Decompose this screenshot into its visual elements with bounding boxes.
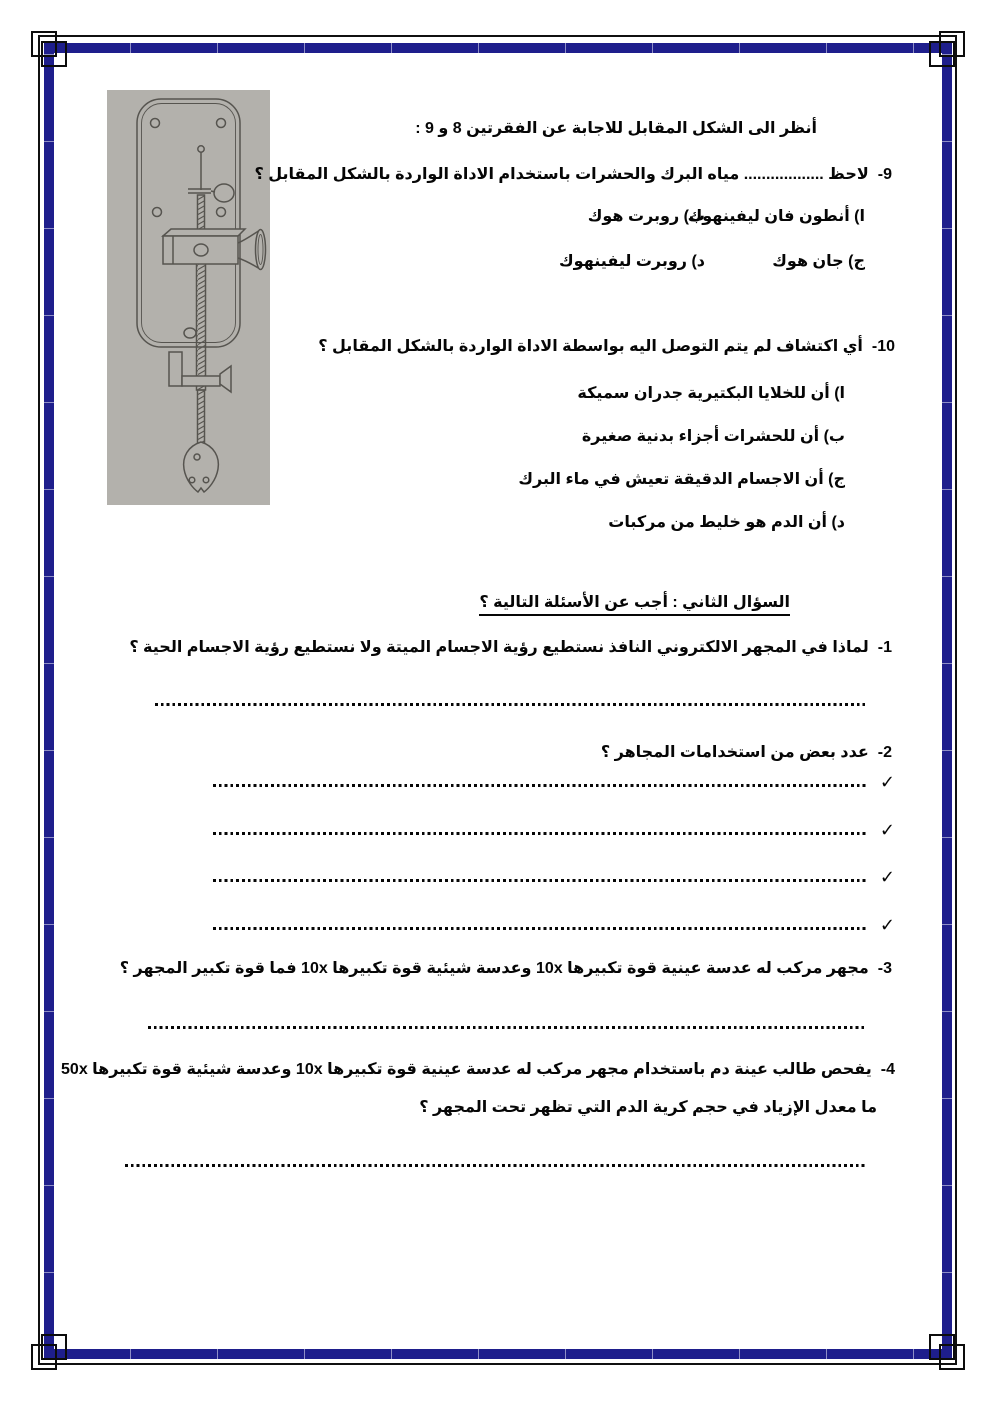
s2q3-text: مجهر مركب له عدسة عينية قوة تكبيرها 10x وعدسة شيئية قوة تكبيرها 10x فما قوة تكبير المجهر ؟ <box>119 960 869 977</box>
q10-option-b: ب) أن للحشرات أجزاء بدنية صغيرة <box>581 428 845 445</box>
question-10-number: 10- <box>871 338 895 355</box>
answer-row <box>213 817 895 839</box>
question-9-text: لاحظ .................. مياه البرك والحشرات باستخدام الاداة الواردة بالشكل المقابل ؟ <box>254 166 869 183</box>
s2q2-text: عدد بعض من استخدامات المجاهر ؟ <box>600 744 869 761</box>
answer-blank-line <box>148 1026 865 1029</box>
answer-blank-line <box>213 879 866 882</box>
answer-blank-line <box>213 784 866 787</box>
section2-question-3 <box>120 958 892 980</box>
question-9 <box>255 164 892 186</box>
border-band-bottom <box>44 1349 952 1359</box>
corner-ornament <box>929 1334 955 1360</box>
checkmark-icon: ✓ <box>879 772 895 792</box>
intro-text: أنظر الى الشكل المقابل للاجابة عن الفقرتين 8 و 9 : <box>415 120 817 137</box>
section2-header-text: السؤال الثاني : أجب عن الأسئلة التالية ؟ <box>479 594 790 616</box>
answer-blank-line <box>125 1164 865 1167</box>
section2-question-4-line1 <box>61 1059 895 1081</box>
section2-question-4-line2: ما معدل الإزياد في حجم كرية الدم التي تظهر تحت المجهر ؟ <box>419 1099 877 1116</box>
s2q1-text: لماذا في المجهر الالكتروني النافذ نستطيع رؤية الاجسام الميتة ولا نستطيع رؤية الاجسام الحية ؟ <box>129 639 869 656</box>
corner-ornament <box>41 1334 67 1360</box>
corner-ornament <box>929 41 955 67</box>
answer-blank-line <box>155 703 865 706</box>
border-band-left <box>44 43 54 1359</box>
s2q4-text-line1: يفحص طالب عينة دم باستخدام مجهر مركب له عدسة عينية قوة تكبيرها 10x وعدسة شيئية قوة تكبيرها 50x <box>61 1061 872 1078</box>
border-band-right <box>942 43 952 1359</box>
section2-header <box>479 592 790 614</box>
answer-row <box>213 864 895 886</box>
s2q1-number: 1- <box>877 639 892 656</box>
q10-option-c: ج) أن الاجسام الدقيقة تعيش في ماء البرك <box>518 471 845 488</box>
answer-blank-line <box>213 832 866 835</box>
q9-option-d: د) روبرت ليفينهوك <box>559 253 705 270</box>
answer-row <box>213 769 895 791</box>
checkmark-icon: ✓ <box>879 820 895 840</box>
s2q2-number: 2- <box>877 744 892 761</box>
q10-option-d: د) أن الدم هو خليط من مركبات <box>608 514 845 531</box>
question-10 <box>318 336 895 358</box>
q9-option-b: ب) روبرت هوك <box>587 208 705 225</box>
s2q3-number: 3- <box>877 960 892 977</box>
s2q4-number: 4- <box>880 1061 895 1078</box>
q9-option-a: ا) أنطون فان ليفينهوك <box>687 208 865 225</box>
question-10-text: أي اكتشاف لم يتم التوصل اليه بواسطة الاداة الواردة بالشكل المقابل ؟ <box>318 338 863 355</box>
leeuwenhoek-microscope-figure <box>107 90 270 505</box>
q10-option-a: ا) أن للخلايا البكتيرية جدران سميكة <box>577 385 845 402</box>
section2-question-2 <box>601 742 892 764</box>
border-band-top <box>44 43 952 53</box>
q9-option-c: ج) جان هوك <box>772 253 865 270</box>
question-9-number: 9- <box>877 166 892 183</box>
corner-ornament <box>41 41 67 67</box>
answer-row <box>213 912 895 934</box>
checkmark-icon: ✓ <box>879 915 895 935</box>
answer-blank-line <box>213 927 866 930</box>
checkmark-icon: ✓ <box>879 867 895 887</box>
section2-question-1 <box>129 637 892 659</box>
